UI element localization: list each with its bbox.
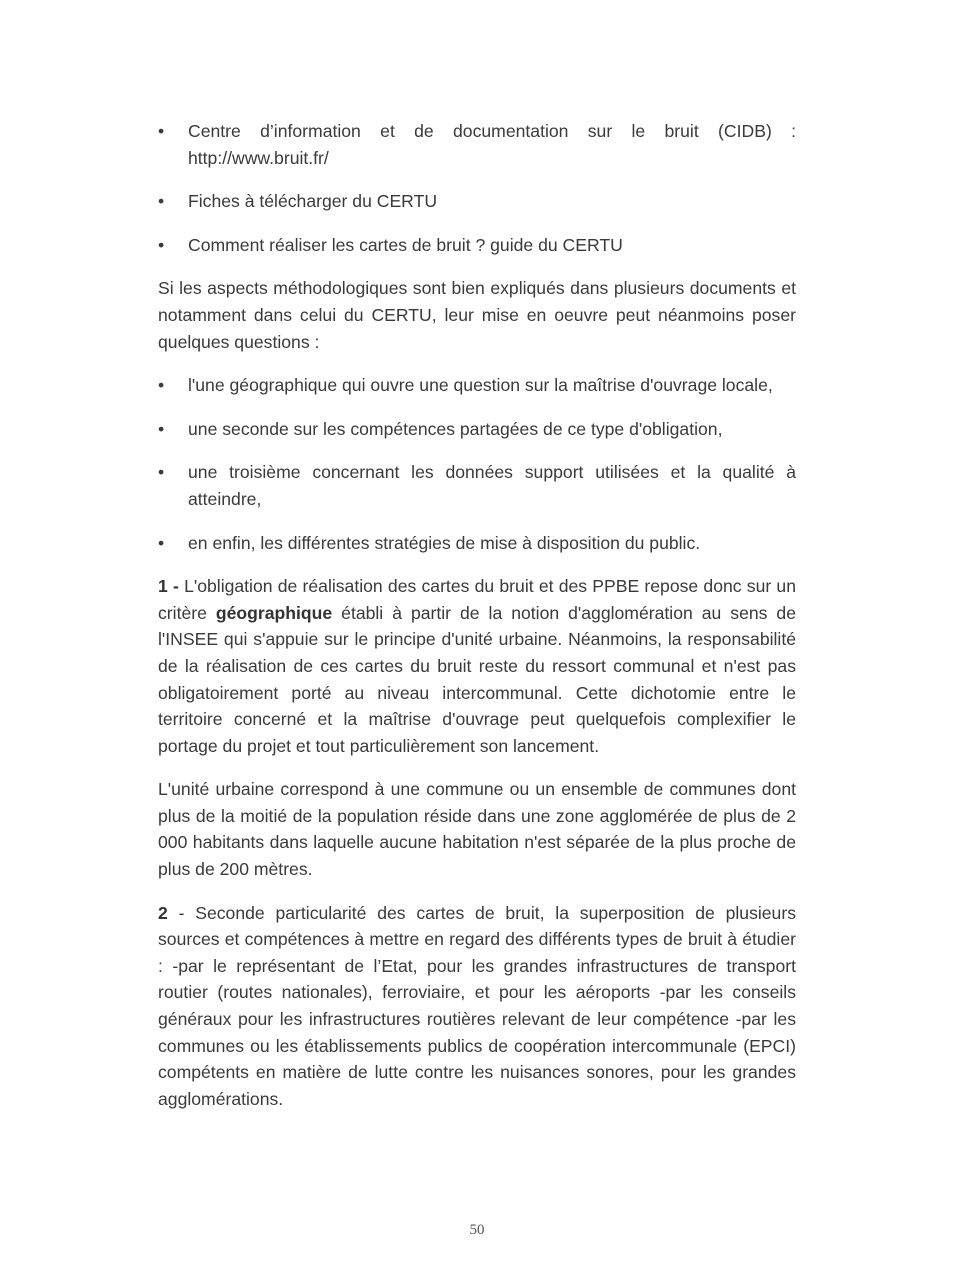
list-item-text: en enfin, les différentes stratégies de mise à disposition du public.	[188, 532, 701, 553]
paragraph-2	[158, 900, 796, 1113]
list-item-text: une seconde sur les compétences partagées de ce type d'obligation,	[188, 418, 723, 439]
list-item-text: Centre d’information et de documentation sur le bruit (CIDB) : http://www.bruit.fr/	[188, 121, 796, 168]
list-item	[158, 416, 796, 443]
bullet-icon: •	[158, 418, 165, 439]
page-number: 50	[469, 1222, 485, 1238]
list-item-text: Comment réaliser les cartes de bruit ? guide du CERTU	[188, 234, 623, 255]
questions-list	[158, 372, 796, 556]
list-item	[158, 530, 796, 557]
list-item-text: l'une géographique qui ouvre une question sur la maîtrise d'ouvrage locale,	[188, 375, 773, 396]
emphasis: géographique	[215, 602, 333, 623]
list-item-text: une troisième concernant les données support utilisées et la qualité à atteindre,	[188, 462, 796, 509]
list-item	[158, 188, 796, 215]
resources-list	[158, 118, 796, 258]
paragraph-1	[158, 573, 796, 759]
list-item-text: Fiches à télécharger du CERTU	[188, 191, 438, 212]
paragraph-text: établi à partir de la notion d'agglomération au sens de l'INSEE qui s'appuie sur le principe d'unité urbaine. Néanmoins, la responsabilité de la réalisation de ces cartes du bruit reste du ressort communal et n'est pas obligatoirement porté au niveau intercommunal. Cette dichotomie entre le territoire concerné et la maîtrise d'ouvrage peut quelquefois complexifier le portage du projet et tout particulièrement son lancement.	[158, 602, 796, 756]
bullet-icon: •	[158, 375, 165, 396]
document-page	[158, 118, 796, 1129]
paragraph-text: L'obligation de réalisation des cartes du bruit et des PPBE repose donc sur un critère	[158, 576, 796, 623]
list-item	[158, 459, 796, 512]
unite-urbaine-paragraph: L'unité urbaine correspond à une commune ou un ensemble de communes dont plus de la moitié de la population réside dans une zone agglomérée de plus de 2 000 habitants dans laquelle aucune habitation n'est séparée de la plus proche de plus de 200 mètres.	[158, 779, 796, 880]
bullet-icon: •	[158, 532, 165, 553]
list-item	[158, 372, 796, 399]
bullet-icon: •	[158, 234, 165, 255]
paragraph-number: 2	[158, 902, 168, 923]
bullet-icon: •	[158, 191, 165, 212]
bullet-icon: •	[158, 121, 165, 141]
paragraph-text: - Seconde particularité des cartes de bruit, la superposition de plusieurs sources et compétences à mettre en regard des différents types de bruit à étudier : -par le représentant de l’Etat, pour les grandes infrastructures de transport routier (routes nationales), ferroviaire, et pour les aéroports -par les conseils généraux pour les infrastructures routières relevant de leur compétence -par les communes ou les établissements publics de coopération intercommunale (EPCI) compétents en matière de lutte contre les nuisances sonores, pour les grandes agglomérations.	[158, 902, 796, 1109]
bullet-icon: •	[158, 462, 165, 483]
intro-paragraph: Si les aspects méthodologiques sont bien expliqués dans plusieurs documents et notamment dans celui du CERTU, leur mise en oeuvre peut néanmoins poser quelques questions :	[158, 278, 796, 352]
paragraph-number: 1 -	[158, 576, 179, 597]
list-item	[158, 232, 796, 259]
list-item	[158, 118, 796, 171]
